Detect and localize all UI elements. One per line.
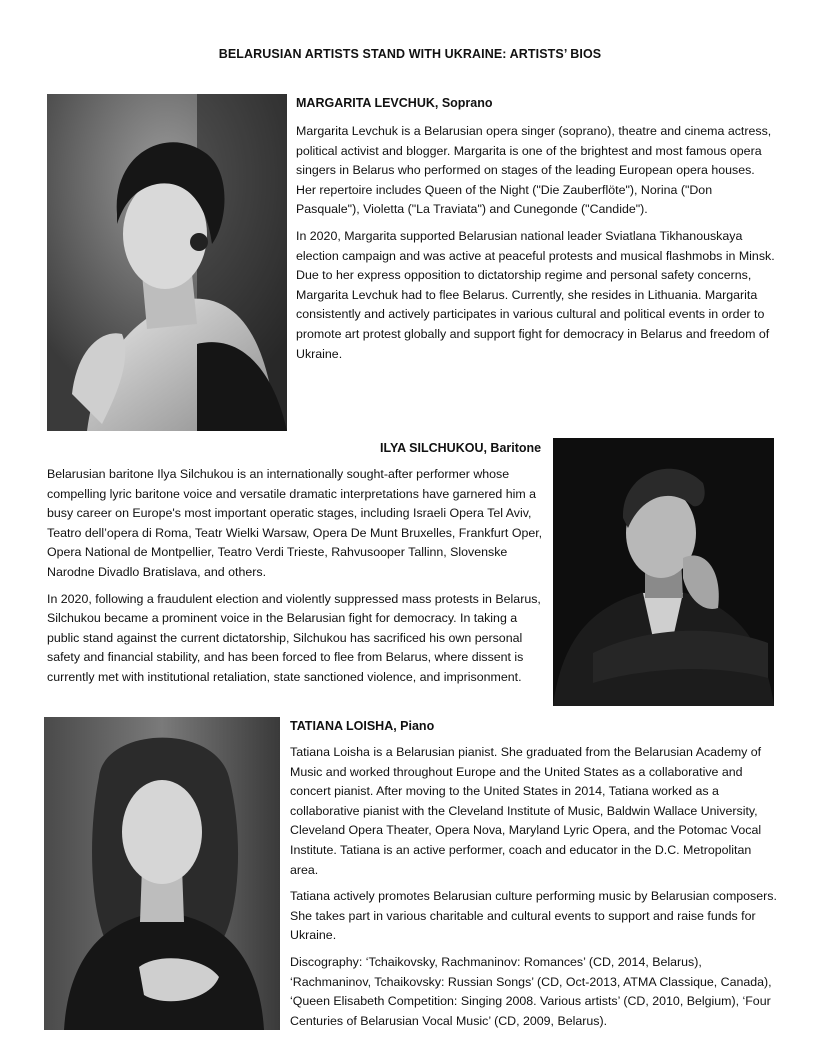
tatiana-loisha-photo <box>44 717 280 1030</box>
ilya-silchukou-photo <box>553 438 774 706</box>
bio-paragraph: Tatiana actively promotes Belarusian culture performing music by Belarusian composers. She takes part in various charitable and cultural events to support and raise funds for Ukraine. <box>290 889 777 943</box>
bio-paragraph: Margarita Levchuk is a Belarusian opera singer (soprano), theatre and cinema actress, political activist and blogger. Margarita is one of the brightest and most famous opera singers in Belarus who performed on stages of the leading European opera houses. Her repertoire includes Queen of the Night ("Die Zauberflöte"), Norina ("Don Pasquale"), Violetta ("La Traviata") and Cunegonde ("Candide"). <box>296 124 772 217</box>
bio-paragraph: Belarusian baritone Ilya Silchukou is an internationally sought-after performer whose compelling lyric baritone voice and versatile dramatic interpretations have garnered him a busy career on Europe's most important operatic stages, including Israeli Opera Tel Aviv, Teatro dell’opera di Roma, Teatr Wielki Warsaw, Opera De Munt Bruxelles, Frankfurt Oper, Opera National de Montpellier, Teatro Verdi Trieste, Rahvusooper Tallinn, Slovenske Narodne Divadlo Bratislava, and others. <box>47 467 543 579</box>
bio-tatiana <box>290 743 780 1038</box>
artist-name-margarita: MARGARITA LEVCHUK, Soprano <box>296 96 493 110</box>
bio-paragraph: In 2020, following a fraudulent election and violently suppressed mass protests in Belarus, Silchukou became a prominent voice in the Belarusian fight for democracy. In taking a public stand against the current dictatorship, Silchukou has sacrificed his own personal safety and financial stability, and has been forced to flee from Belarus, where dissent is currently met with institutional retaliation, state sanctioned violence, and imprisonment. <box>47 591 541 684</box>
document-title: BELARUSIAN ARTISTS STAND WITH UKRAINE: ARTISTS’ BIOS <box>218 47 602 61</box>
bio-paragraph: Discography: ‘Tchaikovsky, Rachmaninov: Romances’ (CD, 2014, Belarus), ‘Rachmaninov, Tchaikovsky: Russian Songs’ (CD, Oct-2013, ATMA Classique, Canada), ‘Queen Elisabeth Competition: Singing 2008. Various artists’ (CD, 2010, Belgium), ‘Four Centuries of Belarusian Vocal Music’ (CD, 2009, Belarus). <box>290 954 772 1028</box>
artist-name-tatiana: TATIANA LOISHA, Piano <box>290 719 435 733</box>
margarita-levchuk-photo <box>47 94 287 431</box>
artist-name-ilya: ILYA SILCHUKOU, Baritone <box>380 441 542 455</box>
bio-margarita <box>296 122 776 371</box>
bio-paragraph: In 2020, Margarita supported Belarusian national leader Sviatlana Tikhanouskaya election campaign and was active at peaceful protests and musical flashmobs in Minsk. Due to her express opposition to dictatorship regime and personal safety concerns, Margarita Levchuk had to flee Belarus. Currently, she resides in Lithuania. Margarita consistently and actively participates in various cultural and political events in order to promote art protest globally and support fight for democracy in Belarus and freedom of Ukraine. <box>296 228 775 361</box>
bio-paragraph: Tatiana Loisha is a Belarusian pianist. She graduated from the Belarusian Academy of Music and worked throughout Europe and the United States as a collaborative and concert pianist. After moving to the United States in 2014, Tatiana worked as a collaborative pianist with the Cleveland Institute of Music, Baldwin Wallace University, Cleveland Opera Theater, Opera Nova, Maryland Lyric Opera, and the Potomac Vocal Institute. Tatiana is an active performer, coach and educator in the D.C. Metropolitan area. <box>290 745 762 877</box>
bio-ilya <box>47 465 543 695</box>
